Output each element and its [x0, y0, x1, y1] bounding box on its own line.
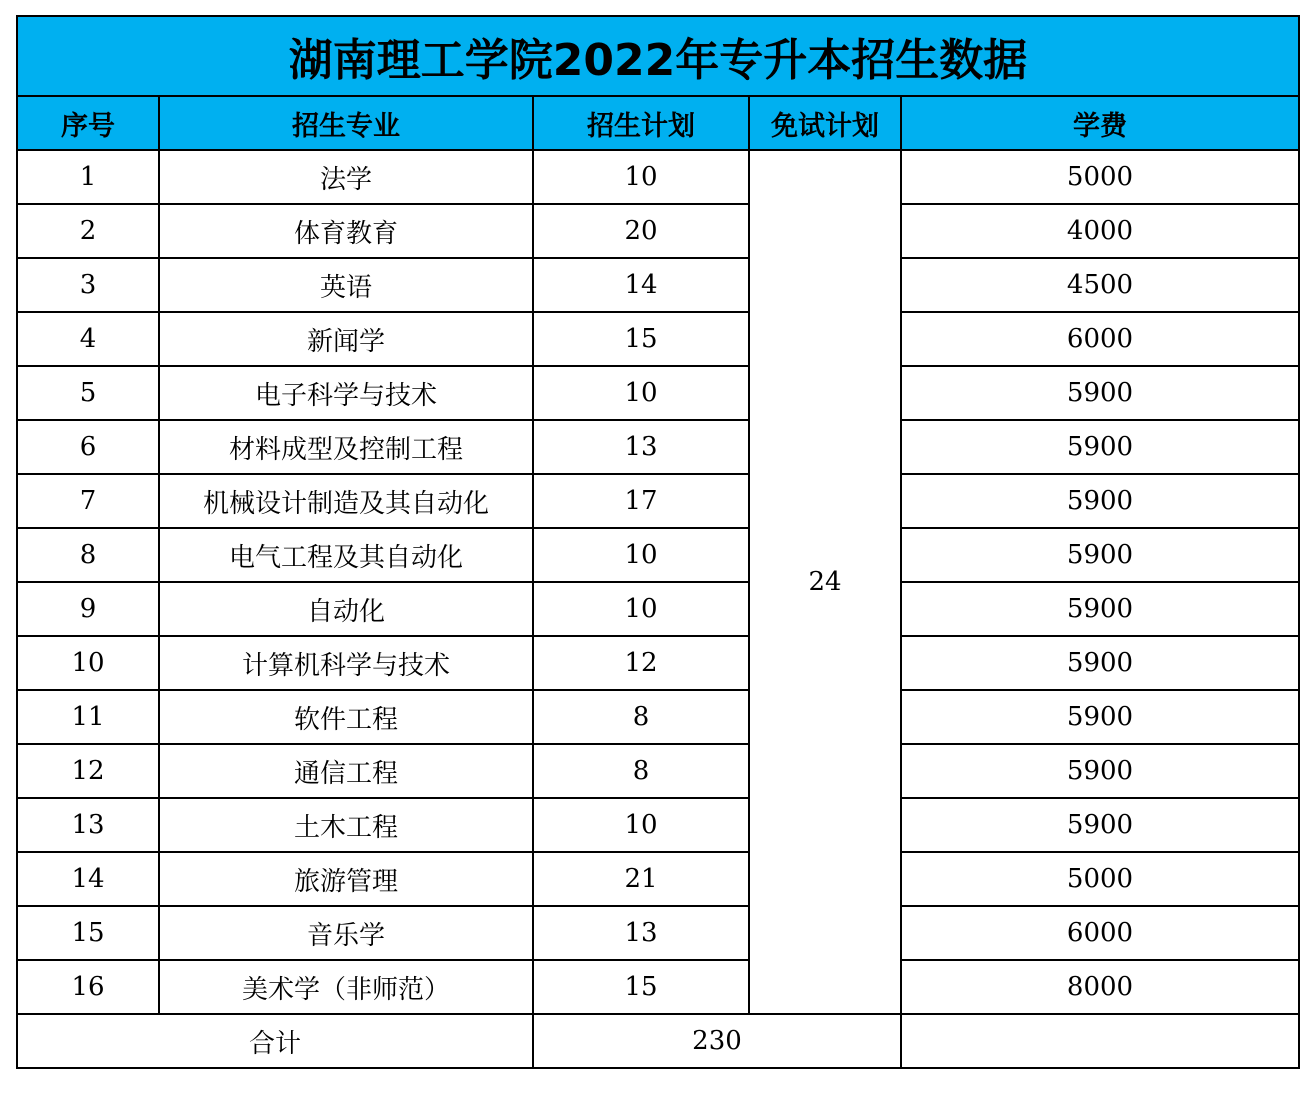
table-row [17, 420, 1299, 474]
row-plan: 10 [533, 366, 749, 420]
row-plan: 12 [533, 636, 749, 690]
header-major: 招生专业 [159, 96, 533, 150]
row-major: 软件工程 [159, 690, 533, 744]
row-fee: 4000 [901, 204, 1299, 258]
table-row [17, 258, 1299, 312]
row-number: 8 [17, 528, 159, 582]
row-number: 12 [17, 744, 159, 798]
total-row [17, 1014, 1299, 1068]
table-row [17, 798, 1299, 852]
row-major: 通信工程 [159, 744, 533, 798]
row-plan: 10 [533, 582, 749, 636]
row-major: 计算机科学与技术 [159, 636, 533, 690]
title-row [17, 16, 1299, 96]
row-plan: 20 [533, 204, 749, 258]
row-major: 机械设计制造及其自动化 [159, 474, 533, 528]
row-number: 16 [17, 960, 159, 1014]
row-major: 法学 [159, 150, 533, 204]
row-major: 音乐学 [159, 906, 533, 960]
header-number: 序号 [17, 96, 159, 150]
header-plan: 招生计划 [533, 96, 749, 150]
row-major: 新闻学 [159, 312, 533, 366]
row-fee: 5900 [901, 798, 1299, 852]
row-fee: 5900 [901, 690, 1299, 744]
row-major: 美术学（非师范） [159, 960, 533, 1014]
row-number: 6 [17, 420, 159, 474]
row-plan: 15 [533, 960, 749, 1014]
row-number: 13 [17, 798, 159, 852]
row-fee: 6000 [901, 312, 1299, 366]
row-number: 7 [17, 474, 159, 528]
table-row [17, 960, 1299, 1014]
row-fee: 5000 [901, 852, 1299, 906]
row-number: 11 [17, 690, 159, 744]
row-number: 14 [17, 852, 159, 906]
row-fee: 4500 [901, 258, 1299, 312]
exempt-plan-value: 24 [749, 150, 901, 1014]
row-fee: 5900 [901, 582, 1299, 636]
table-row [17, 852, 1299, 906]
row-plan: 10 [533, 528, 749, 582]
table-row [17, 366, 1299, 420]
row-major: 自动化 [159, 582, 533, 636]
row-fee: 5900 [901, 636, 1299, 690]
row-plan: 13 [533, 906, 749, 960]
total-empty-cell [901, 1014, 1299, 1068]
table-row [17, 312, 1299, 366]
table-row [17, 690, 1299, 744]
row-major: 英语 [159, 258, 533, 312]
row-number: 10 [17, 636, 159, 690]
table-title: 湖南理工学院2022年专升本招生数据 [17, 16, 1299, 96]
row-major: 土木工程 [159, 798, 533, 852]
row-number: 5 [17, 366, 159, 420]
row-plan: 15 [533, 312, 749, 366]
table-row [17, 204, 1299, 258]
row-plan: 8 [533, 690, 749, 744]
row-plan: 8 [533, 744, 749, 798]
table-row [17, 528, 1299, 582]
row-number: 15 [17, 906, 159, 960]
header-exempt-plan: 免试计划 [749, 96, 901, 150]
row-major: 材料成型及控制工程 [159, 420, 533, 474]
row-number: 4 [17, 312, 159, 366]
row-plan: 17 [533, 474, 749, 528]
row-fee: 5900 [901, 420, 1299, 474]
row-fee: 6000 [901, 906, 1299, 960]
total-value: 230 [533, 1014, 901, 1068]
total-label: 合计 [17, 1014, 533, 1068]
row-fee: 5000 [901, 150, 1299, 204]
row-fee: 5900 [901, 528, 1299, 582]
enrollment-table [16, 15, 1300, 1069]
row-plan: 14 [533, 258, 749, 312]
row-fee: 5900 [901, 744, 1299, 798]
row-plan: 10 [533, 798, 749, 852]
row-major: 电子科学与技术 [159, 366, 533, 420]
header-fee: 学费 [901, 96, 1299, 150]
row-fee: 8000 [901, 960, 1299, 1014]
row-number: 3 [17, 258, 159, 312]
table-row [17, 582, 1299, 636]
table-row [17, 744, 1299, 798]
table-row [17, 150, 1299, 204]
row-plan: 10 [533, 150, 749, 204]
table-row [17, 636, 1299, 690]
table-row [17, 474, 1299, 528]
table-body [17, 150, 1299, 1014]
row-number: 9 [17, 582, 159, 636]
row-major: 电气工程及其自动化 [159, 528, 533, 582]
row-number: 1 [17, 150, 159, 204]
row-major: 体育教育 [159, 204, 533, 258]
table-row [17, 906, 1299, 960]
row-major: 旅游管理 [159, 852, 533, 906]
row-plan: 13 [533, 420, 749, 474]
row-fee: 5900 [901, 474, 1299, 528]
row-plan: 21 [533, 852, 749, 906]
row-fee: 5900 [901, 366, 1299, 420]
row-number: 2 [17, 204, 159, 258]
header-row [17, 96, 1299, 150]
